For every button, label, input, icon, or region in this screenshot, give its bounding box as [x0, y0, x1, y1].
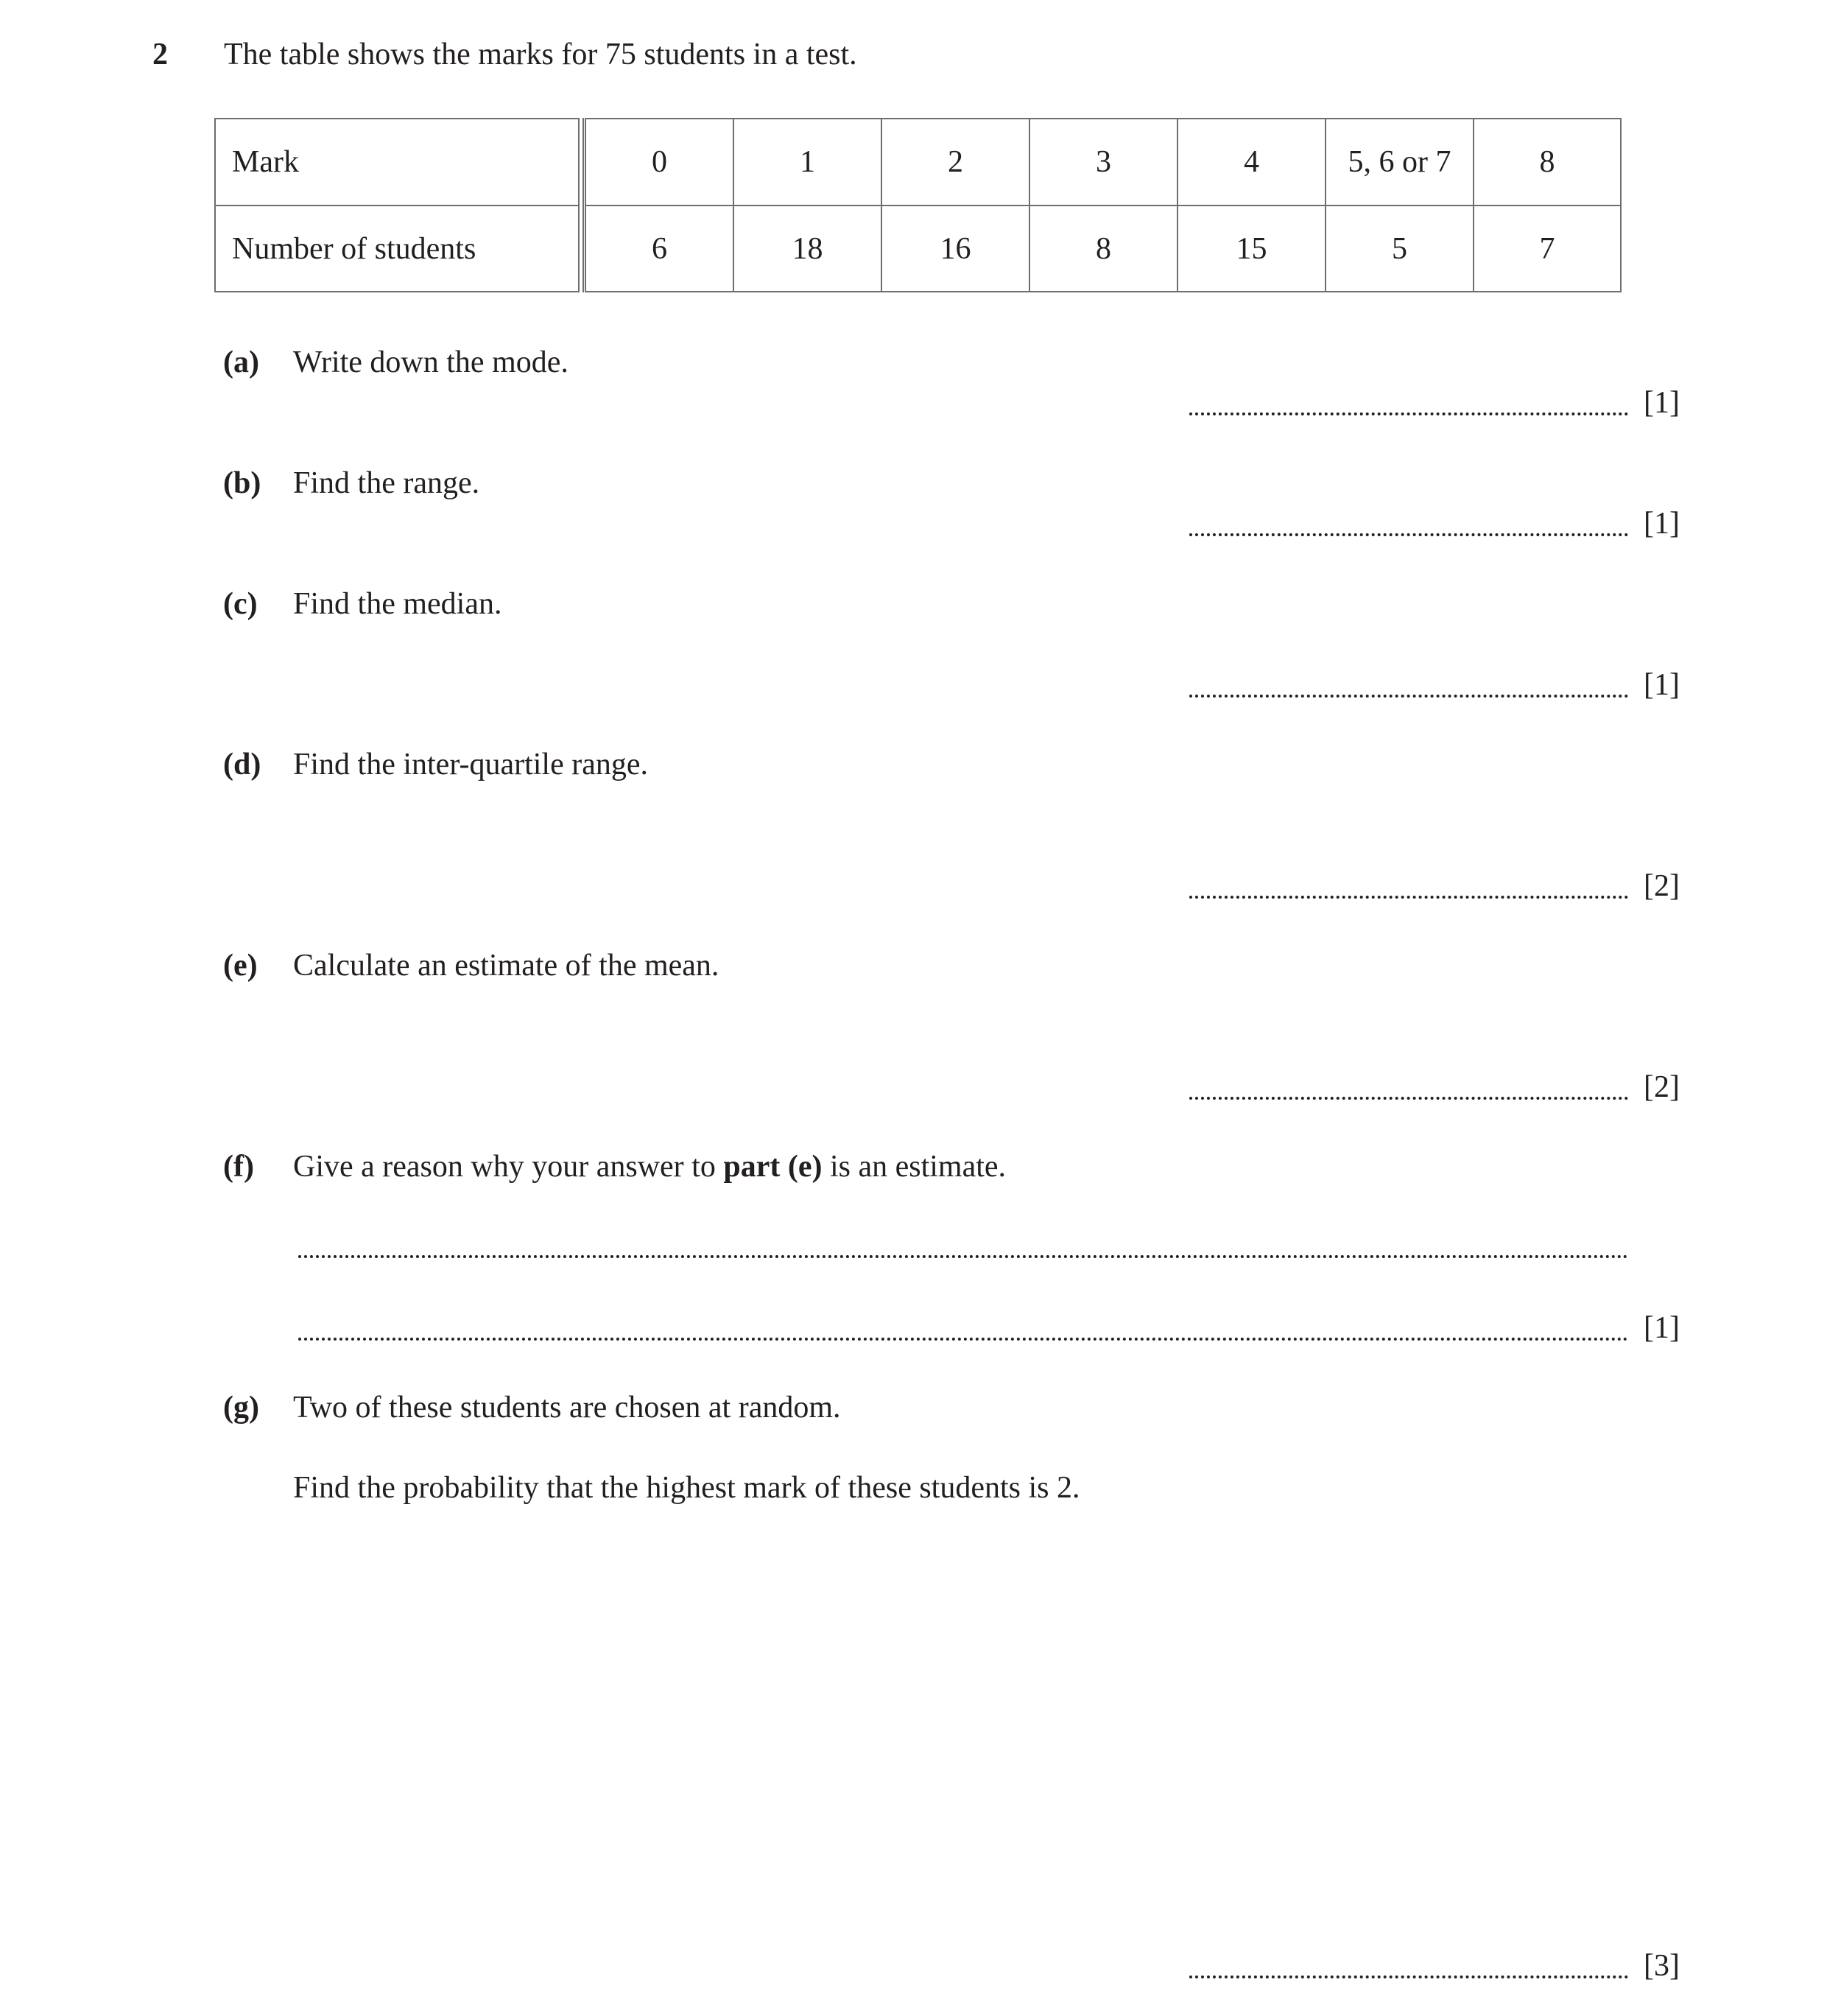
part-f-text-after: is an estimate. — [822, 1150, 1007, 1184]
students-cell: 7 — [1473, 205, 1622, 292]
students-cell: 5 — [1325, 205, 1474, 292]
part-a-label: (a) — [223, 345, 259, 379]
part-c-marks: [1] — [1644, 668, 1680, 702]
part-e-answer-line[interactable] — [1189, 1097, 1628, 1100]
marks-table — [214, 118, 1622, 292]
part-b-marks: [1] — [1644, 507, 1680, 541]
part-d-marks: [2] — [1644, 869, 1680, 903]
part-c-text: Find the median. — [293, 587, 502, 621]
mark-cell: 0 — [585, 118, 734, 206]
part-g-label: (g) — [223, 1391, 259, 1425]
mark-cell: 1 — [733, 118, 882, 206]
part-b-answer-line[interactable] — [1189, 533, 1628, 536]
part-f-text-before: Give a reason why your answer to — [293, 1150, 724, 1184]
part-f-text — [293, 1148, 1006, 1186]
students-cell: 18 — [733, 205, 882, 292]
part-b-label: (b) — [223, 466, 261, 500]
part-g-marks: [3] — [1644, 1949, 1680, 1983]
part-e-label: (e) — [223, 949, 258, 983]
mark-cell: 5, 6 or 7 — [1325, 118, 1474, 206]
students-cell: 6 — [585, 205, 734, 292]
part-a-text: Write down the mode. — [293, 345, 568, 379]
part-d-label: (d) — [223, 748, 261, 782]
part-f-text-bold: part (e) — [723, 1150, 823, 1184]
part-d-answer-line[interactable] — [1189, 896, 1628, 899]
question-number: 2 — [152, 38, 168, 71]
part-f-label: (f) — [223, 1150, 254, 1184]
mark-cell: 4 — [1177, 118, 1326, 206]
part-g-answer-line[interactable] — [1189, 1975, 1628, 1978]
part-e-text: Calculate an estimate of the mean. — [293, 949, 719, 983]
mark-cell: 2 — [881, 118, 1030, 206]
part-f-answer-line-2[interactable] — [298, 1338, 1628, 1341]
students-cell: 16 — [881, 205, 1030, 292]
mark-cell: 8 — [1473, 118, 1622, 206]
mark-cell: 3 — [1029, 118, 1178, 206]
part-a-answer-line[interactable] — [1189, 412, 1628, 415]
row-header-mark: Mark — [214, 118, 580, 206]
students-cell: 8 — [1029, 205, 1178, 292]
part-b-text: Find the range. — [293, 466, 480, 500]
part-f-answer-line-1[interactable] — [298, 1255, 1628, 1258]
part-c-label: (c) — [223, 587, 258, 621]
part-a-marks: [1] — [1644, 386, 1680, 420]
question-intro: The table shows the marks for 75 students in a test. — [224, 38, 857, 71]
part-c-answer-line[interactable] — [1189, 695, 1628, 698]
part-d-text: Find the inter-quartile range. — [293, 748, 648, 782]
row-header-number-of-students: Number of students — [214, 205, 580, 292]
students-cell: 15 — [1177, 205, 1326, 292]
double-rule — [582, 118, 584, 292]
part-g-text-2: Find the probability that the highest mark of these students is 2. — [293, 1471, 1080, 1505]
part-f-marks: [1] — [1644, 1311, 1680, 1345]
part-e-marks: [2] — [1644, 1070, 1680, 1104]
part-g-text: Two of these students are chosen at random. — [293, 1391, 841, 1425]
